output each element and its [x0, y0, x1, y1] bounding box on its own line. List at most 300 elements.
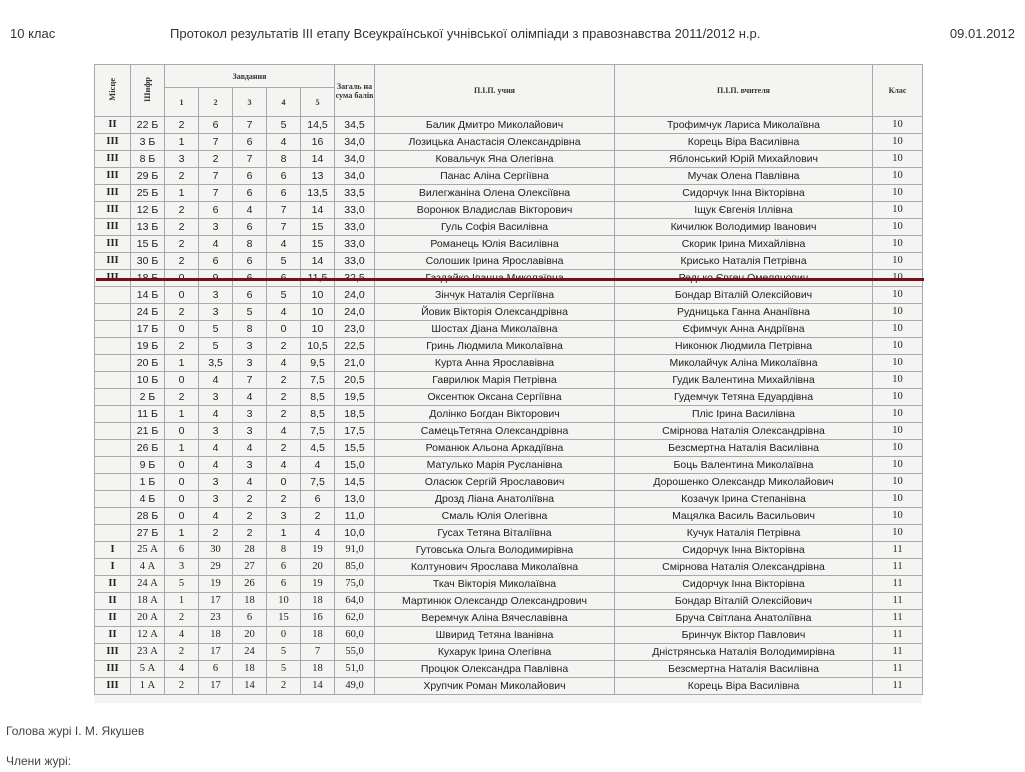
teacher-name-cell: Іщук Євгенія Іллівна — [615, 202, 873, 219]
table-row — [95, 406, 923, 423]
code-cell: 25 А — [131, 542, 165, 559]
jury-members: Члени журі: — [6, 754, 72, 768]
total-cell: 55,0 — [335, 644, 375, 661]
table-row — [95, 372, 923, 389]
student-name-cell: Гусах Тетяна Віталіївна — [375, 525, 615, 542]
task-3-cell: 2 — [233, 525, 267, 542]
table-row — [95, 117, 923, 134]
task-1-cell: 5 — [165, 576, 199, 593]
grade-cell: 10 — [873, 355, 923, 372]
task-3-cell: 3 — [233, 406, 267, 423]
total-cell: 15,5 — [335, 440, 375, 457]
student-name-cell: Вилегжаніна Олена Олексіївна — [375, 185, 615, 202]
place-cell — [95, 440, 131, 457]
task-4-cell: 0 — [267, 474, 301, 491]
total-cell: 62,0 — [335, 610, 375, 627]
code-cell: 29 Б — [131, 168, 165, 185]
header-tasks: Завдання — [165, 65, 335, 88]
place-cell — [95, 474, 131, 491]
task-1-cell: 1 — [165, 355, 199, 372]
task-2-cell: 7 — [199, 168, 233, 185]
total-cell: 23,0 — [335, 321, 375, 338]
task-3-cell: 7 — [233, 151, 267, 168]
place-cell — [95, 423, 131, 440]
total-cell: 64,0 — [335, 593, 375, 610]
place-cell — [95, 321, 131, 338]
total-cell: 60,0 — [335, 627, 375, 644]
task-2-cell: 3 — [199, 287, 233, 304]
task-3-cell: 14 — [233, 678, 267, 695]
place-cell: I — [95, 559, 131, 576]
student-name-cell: Йовик Вікторія Олександрівна — [375, 304, 615, 321]
student-name-cell: Матулько Марія Русланівна — [375, 457, 615, 474]
total-cell: 33,0 — [335, 253, 375, 270]
task-1-cell: 2 — [165, 168, 199, 185]
task-5-cell: 8,5 — [301, 389, 335, 406]
code-cell: 19 Б — [131, 338, 165, 355]
place-cell — [95, 355, 131, 372]
task-4-cell: 2 — [267, 389, 301, 406]
student-name-cell: Романюк Альона Аркадіївна — [375, 440, 615, 457]
place-cell: III — [95, 134, 131, 151]
table-row — [95, 678, 923, 695]
task-5-cell: 7 — [301, 644, 335, 661]
task-5-cell: 4 — [301, 525, 335, 542]
header-place: Місце — [95, 65, 131, 117]
table-row — [95, 525, 923, 542]
section-divider-line — [96, 278, 924, 281]
grade-cell: 10 — [873, 406, 923, 423]
place-cell — [95, 287, 131, 304]
task-4-cell: 4 — [267, 236, 301, 253]
grade-cell: 10 — [873, 287, 923, 304]
grade-cell: 11 — [873, 610, 923, 627]
task-2-cell: 30 — [199, 542, 233, 559]
header-task-3: 3 — [233, 88, 267, 117]
task-1-cell: 2 — [165, 678, 199, 695]
grade-cell: 10 — [873, 525, 923, 542]
student-name-cell: Процюк Олександра Павлівна — [375, 661, 615, 678]
task-3-cell: 7 — [233, 117, 267, 134]
task-3-cell: 6 — [233, 185, 267, 202]
total-cell: 17,5 — [335, 423, 375, 440]
code-cell: 28 Б — [131, 508, 165, 525]
task-4-cell: 8 — [267, 151, 301, 168]
header-total: Загаль на сума балів — [335, 65, 375, 117]
teacher-name-cell: Смірнова Наталія Олександрівна — [615, 559, 873, 576]
grade-cell: 10 — [873, 372, 923, 389]
task-3-cell: 4 — [233, 389, 267, 406]
table-row — [95, 134, 923, 151]
student-name-cell: Панас Аліна Сергіївна — [375, 168, 615, 185]
task-2-cell: 3,5 — [199, 355, 233, 372]
task-2-cell: 3 — [199, 389, 233, 406]
task-2-cell: 23 — [199, 610, 233, 627]
header-code: Шифр — [131, 65, 165, 117]
task-4-cell: 7 — [267, 219, 301, 236]
place-cell: III — [95, 253, 131, 270]
task-5-cell: 10,5 — [301, 338, 335, 355]
task-4-cell: 5 — [267, 661, 301, 678]
task-4-cell: 7 — [267, 202, 301, 219]
task-1-cell: 3 — [165, 559, 199, 576]
grade-cell: 10 — [873, 440, 923, 457]
task-1-cell: 4 — [165, 627, 199, 644]
task-5-cell: 15 — [301, 219, 335, 236]
task-4-cell: 2 — [267, 338, 301, 355]
grade-cell: 10 — [873, 253, 923, 270]
place-cell: III — [95, 219, 131, 236]
task-2-cell: 2 — [199, 151, 233, 168]
task-3-cell: 27 — [233, 559, 267, 576]
teacher-name-cell: Дорошенко Олександр Миколайович — [615, 474, 873, 491]
task-3-cell: 6 — [233, 219, 267, 236]
code-cell: 13 Б — [131, 219, 165, 236]
grade-cell: 10 — [873, 202, 923, 219]
place-cell: III — [95, 661, 131, 678]
task-5-cell: 2 — [301, 508, 335, 525]
table-row — [95, 355, 923, 372]
total-cell: 85,0 — [335, 559, 375, 576]
grade-cell: 11 — [873, 593, 923, 610]
student-name-cell: Гринь Людмила Миколаївна — [375, 338, 615, 355]
table-row — [95, 491, 923, 508]
grade-cell: 10 — [873, 168, 923, 185]
grade-cell: 11 — [873, 627, 923, 644]
code-cell: 12 А — [131, 627, 165, 644]
task-5-cell: 7,5 — [301, 474, 335, 491]
place-cell — [95, 491, 131, 508]
code-cell: 22 Б — [131, 117, 165, 134]
total-cell: 24,0 — [335, 304, 375, 321]
task-3-cell: 6 — [233, 253, 267, 270]
code-cell: 30 Б — [131, 253, 165, 270]
teacher-name-cell: Бондар Віталій Олексійович — [615, 287, 873, 304]
teacher-name-cell: Козачук Ірина Степанівна — [615, 491, 873, 508]
total-cell: 33,0 — [335, 219, 375, 236]
total-cell: 34,0 — [335, 134, 375, 151]
student-name-cell: СамецьТетяна Олександрівна — [375, 423, 615, 440]
task-1-cell: 1 — [165, 134, 199, 151]
total-cell: 15,0 — [335, 457, 375, 474]
task-5-cell: 14 — [301, 678, 335, 695]
task-1-cell: 0 — [165, 508, 199, 525]
place-cell: II — [95, 117, 131, 134]
student-name-cell: Зінчук Наталія Сергіївна — [375, 287, 615, 304]
teacher-name-cell: Безсмертна Наталія Василівна — [615, 440, 873, 457]
task-1-cell: 3 — [165, 151, 199, 168]
task-1-cell: 2 — [165, 304, 199, 321]
table-row — [95, 389, 923, 406]
grade-cell: 10 — [873, 304, 923, 321]
place-cell: II — [95, 610, 131, 627]
place-cell: II — [95, 593, 131, 610]
task-5-cell: 18 — [301, 593, 335, 610]
total-cell: 19,5 — [335, 389, 375, 406]
place-cell — [95, 372, 131, 389]
teacher-name-cell: Корець Віра Василівна — [615, 134, 873, 151]
total-cell: 20,5 — [335, 372, 375, 389]
task-1-cell: 0 — [165, 457, 199, 474]
task-1-cell: 2 — [165, 338, 199, 355]
task-3-cell: 8 — [233, 236, 267, 253]
task-4-cell: 1 — [267, 525, 301, 542]
task-4-cell: 4 — [267, 423, 301, 440]
code-cell: 4 Б — [131, 491, 165, 508]
teacher-name-cell: Скорик Ірина Михайлівна — [615, 236, 873, 253]
table-row — [95, 457, 923, 474]
teacher-name-cell: Кучук Наталія Петрівна — [615, 525, 873, 542]
teacher-name-cell: Бондар Віталій Олексійович — [615, 593, 873, 610]
task-2-cell: 29 — [199, 559, 233, 576]
task-5-cell: 4,5 — [301, 440, 335, 457]
results-table — [94, 64, 923, 695]
task-4-cell: 2 — [267, 406, 301, 423]
task-2-cell: 3 — [199, 491, 233, 508]
grade-cell: 10 — [873, 457, 923, 474]
teacher-name-cell: Корець Віра Василівна — [615, 678, 873, 695]
header-teacher: П.І.П. вчителя — [615, 65, 873, 117]
code-cell: 10 Б — [131, 372, 165, 389]
task-3-cell: 3 — [233, 355, 267, 372]
total-cell: 33,5 — [335, 185, 375, 202]
place-cell: II — [95, 576, 131, 593]
task-5-cell: 10 — [301, 321, 335, 338]
task-5-cell: 18 — [301, 661, 335, 678]
task-1-cell: 1 — [165, 185, 199, 202]
task-1-cell: 1 — [165, 593, 199, 610]
code-cell: 17 Б — [131, 321, 165, 338]
table-row — [95, 321, 923, 338]
task-1-cell: 4 — [165, 661, 199, 678]
total-cell: 34,0 — [335, 151, 375, 168]
total-cell: 51,0 — [335, 661, 375, 678]
task-5-cell: 13,5 — [301, 185, 335, 202]
task-2-cell: 4 — [199, 440, 233, 457]
student-name-cell: Ковальчук Яна Олегівна — [375, 151, 615, 168]
task-4-cell: 5 — [267, 117, 301, 134]
task-5-cell: 16 — [301, 134, 335, 151]
task-4-cell: 2 — [267, 678, 301, 695]
place-cell: III — [95, 202, 131, 219]
task-1-cell: 0 — [165, 372, 199, 389]
teacher-name-cell: Миколайчук Аліна Миколаївна — [615, 355, 873, 372]
place-cell: III — [95, 168, 131, 185]
table-row — [95, 168, 923, 185]
code-cell: 3 Б — [131, 134, 165, 151]
task-1-cell: 0 — [165, 287, 199, 304]
code-cell: 1 А — [131, 678, 165, 695]
task-5-cell: 15 — [301, 236, 335, 253]
task-3-cell: 7 — [233, 372, 267, 389]
student-name-cell: Гаврилюк Марія Петрівна — [375, 372, 615, 389]
teacher-name-cell: Трофимчук Лариса Миколаївна — [615, 117, 873, 134]
task-4-cell: 0 — [267, 627, 301, 644]
task-4-cell: 10 — [267, 593, 301, 610]
task-5-cell: 7,5 — [301, 423, 335, 440]
task-2-cell: 6 — [199, 253, 233, 270]
total-cell: 24,0 — [335, 287, 375, 304]
task-5-cell: 10 — [301, 304, 335, 321]
code-cell: 24 Б — [131, 304, 165, 321]
teacher-name-cell: Пліс Ірина Василівна — [615, 406, 873, 423]
task-1-cell: 2 — [165, 644, 199, 661]
task-2-cell: 4 — [199, 406, 233, 423]
task-5-cell: 6 — [301, 491, 335, 508]
task-4-cell: 5 — [267, 644, 301, 661]
task-4-cell: 4 — [267, 457, 301, 474]
task-4-cell: 15 — [267, 610, 301, 627]
grade-label: 10 клас — [10, 26, 56, 41]
place-cell — [95, 304, 131, 321]
place-cell — [95, 508, 131, 525]
task-2-cell: 3 — [199, 304, 233, 321]
task-5-cell: 8,5 — [301, 406, 335, 423]
place-cell: III — [95, 185, 131, 202]
student-name-cell: Мартинюк Олександр Олександрович — [375, 593, 615, 610]
task-1-cell: 1 — [165, 440, 199, 457]
header-task-2: 2 — [199, 88, 233, 117]
code-cell: 9 Б — [131, 457, 165, 474]
code-cell: 23 А — [131, 644, 165, 661]
student-name-cell: Кухарук Ірина Олегівна — [375, 644, 615, 661]
table-row — [95, 338, 923, 355]
header-task-5: 5 — [301, 88, 335, 117]
task-5-cell: 19 — [301, 542, 335, 559]
student-name-cell: Курта Анна Ярославівна — [375, 355, 615, 372]
teacher-name-cell: Мацялка Василь Васильович — [615, 508, 873, 525]
task-1-cell: 2 — [165, 219, 199, 236]
task-4-cell: 6 — [267, 559, 301, 576]
task-4-cell: 3 — [267, 508, 301, 525]
code-cell: 12 Б — [131, 202, 165, 219]
grade-cell: 11 — [873, 542, 923, 559]
teacher-name-cell: Дністрянська Наталія Володимирівна — [615, 644, 873, 661]
grade-cell: 10 — [873, 423, 923, 440]
jury-head: Голова журі І. М. Якушев — [6, 724, 145, 738]
table-row — [95, 644, 923, 661]
task-1-cell: 2 — [165, 253, 199, 270]
student-name-cell: Дрозд Ліана Анатоліївна — [375, 491, 615, 508]
student-name-cell: Оксентюк Оксана Сергіївна — [375, 389, 615, 406]
code-cell: 20 Б — [131, 355, 165, 372]
task-5-cell: 14 — [301, 253, 335, 270]
task-5-cell: 4 — [301, 457, 335, 474]
place-cell — [95, 406, 131, 423]
student-name-cell: Гуль Софія Василівна — [375, 219, 615, 236]
teacher-name-cell: Боць Валентина Миколаївна — [615, 457, 873, 474]
place-cell — [95, 389, 131, 406]
task-2-cell: 4 — [199, 372, 233, 389]
task-2-cell: 3 — [199, 474, 233, 491]
task-3-cell: 28 — [233, 542, 267, 559]
teacher-name-cell: Кичилюк Володимир Іванович — [615, 219, 873, 236]
header-grade: Клас — [873, 65, 923, 117]
task-4-cell: 6 — [267, 185, 301, 202]
task-3-cell: 6 — [233, 287, 267, 304]
task-4-cell: 2 — [267, 440, 301, 457]
place-cell: III — [95, 644, 131, 661]
student-name-cell: Хрупчик Роман Миколайович — [375, 678, 615, 695]
task-1-cell: 2 — [165, 202, 199, 219]
grade-cell: 10 — [873, 151, 923, 168]
place-cell: III — [95, 151, 131, 168]
task-1-cell: 1 — [165, 525, 199, 542]
task-2-cell: 6 — [199, 661, 233, 678]
task-2-cell: 19 — [199, 576, 233, 593]
task-3-cell: 24 — [233, 644, 267, 661]
task-2-cell: 3 — [199, 423, 233, 440]
code-cell: 1 Б — [131, 474, 165, 491]
table-row — [95, 610, 923, 627]
grade-cell: 10 — [873, 321, 923, 338]
task-1-cell: 0 — [165, 474, 199, 491]
student-name-cell: Лозицька Анастасія Олександрівна — [375, 134, 615, 151]
table-row — [95, 219, 923, 236]
task-4-cell: 2 — [267, 372, 301, 389]
task-3-cell: 3 — [233, 457, 267, 474]
teacher-name-cell: Мучак Олена Павлівна — [615, 168, 873, 185]
task-1-cell: 1 — [165, 406, 199, 423]
code-cell: 27 Б — [131, 525, 165, 542]
code-cell: 20 А — [131, 610, 165, 627]
task-3-cell: 2 — [233, 508, 267, 525]
grade-cell: 10 — [873, 508, 923, 525]
header-student: П.І.П. учня — [375, 65, 615, 117]
grade-cell: 10 — [873, 389, 923, 406]
student-name-cell: Гутовська Ольга Володимирівна — [375, 542, 615, 559]
student-name-cell: Балик Дмитро Миколайович — [375, 117, 615, 134]
teacher-name-cell: Смірнова Наталія Олександрівна — [615, 423, 873, 440]
total-cell: 75,0 — [335, 576, 375, 593]
task-3-cell: 6 — [233, 168, 267, 185]
code-cell: 4 А — [131, 559, 165, 576]
task-3-cell: 4 — [233, 474, 267, 491]
table-row — [95, 508, 923, 525]
table-row — [95, 627, 923, 644]
teacher-name-cell: Сидорчук Інна Вікторівна — [615, 576, 873, 593]
student-name-cell: Веремчук Аліна Вячеславівна — [375, 610, 615, 627]
task-5-cell: 14,5 — [301, 117, 335, 134]
task-3-cell: 6 — [233, 610, 267, 627]
grade-cell: 11 — [873, 559, 923, 576]
task-3-cell: 8 — [233, 321, 267, 338]
teacher-name-cell: Гудик Валентина Михайлівна — [615, 372, 873, 389]
document-date: 09.01.2012 — [949, 26, 1015, 41]
task-5-cell: 10 — [301, 287, 335, 304]
task-1-cell: 0 — [165, 423, 199, 440]
code-cell: 5 А — [131, 661, 165, 678]
task-2-cell: 17 — [199, 678, 233, 695]
task-1-cell: 2 — [165, 389, 199, 406]
task-3-cell: 20 — [233, 627, 267, 644]
code-cell: 24 А — [131, 576, 165, 593]
table-row — [95, 236, 923, 253]
total-cell: 33,0 — [335, 236, 375, 253]
total-cell: 22,5 — [335, 338, 375, 355]
task-3-cell: 4 — [233, 440, 267, 457]
task-2-cell: 5 — [199, 321, 233, 338]
total-cell: 14,5 — [335, 474, 375, 491]
task-1-cell: 2 — [165, 236, 199, 253]
table-row — [95, 474, 923, 491]
task-1-cell: 0 — [165, 491, 199, 508]
code-cell: 26 Б — [131, 440, 165, 457]
task-1-cell: 6 — [165, 542, 199, 559]
table-row — [95, 440, 923, 457]
grade-cell: 11 — [873, 576, 923, 593]
header-task-1: 1 — [165, 88, 199, 117]
